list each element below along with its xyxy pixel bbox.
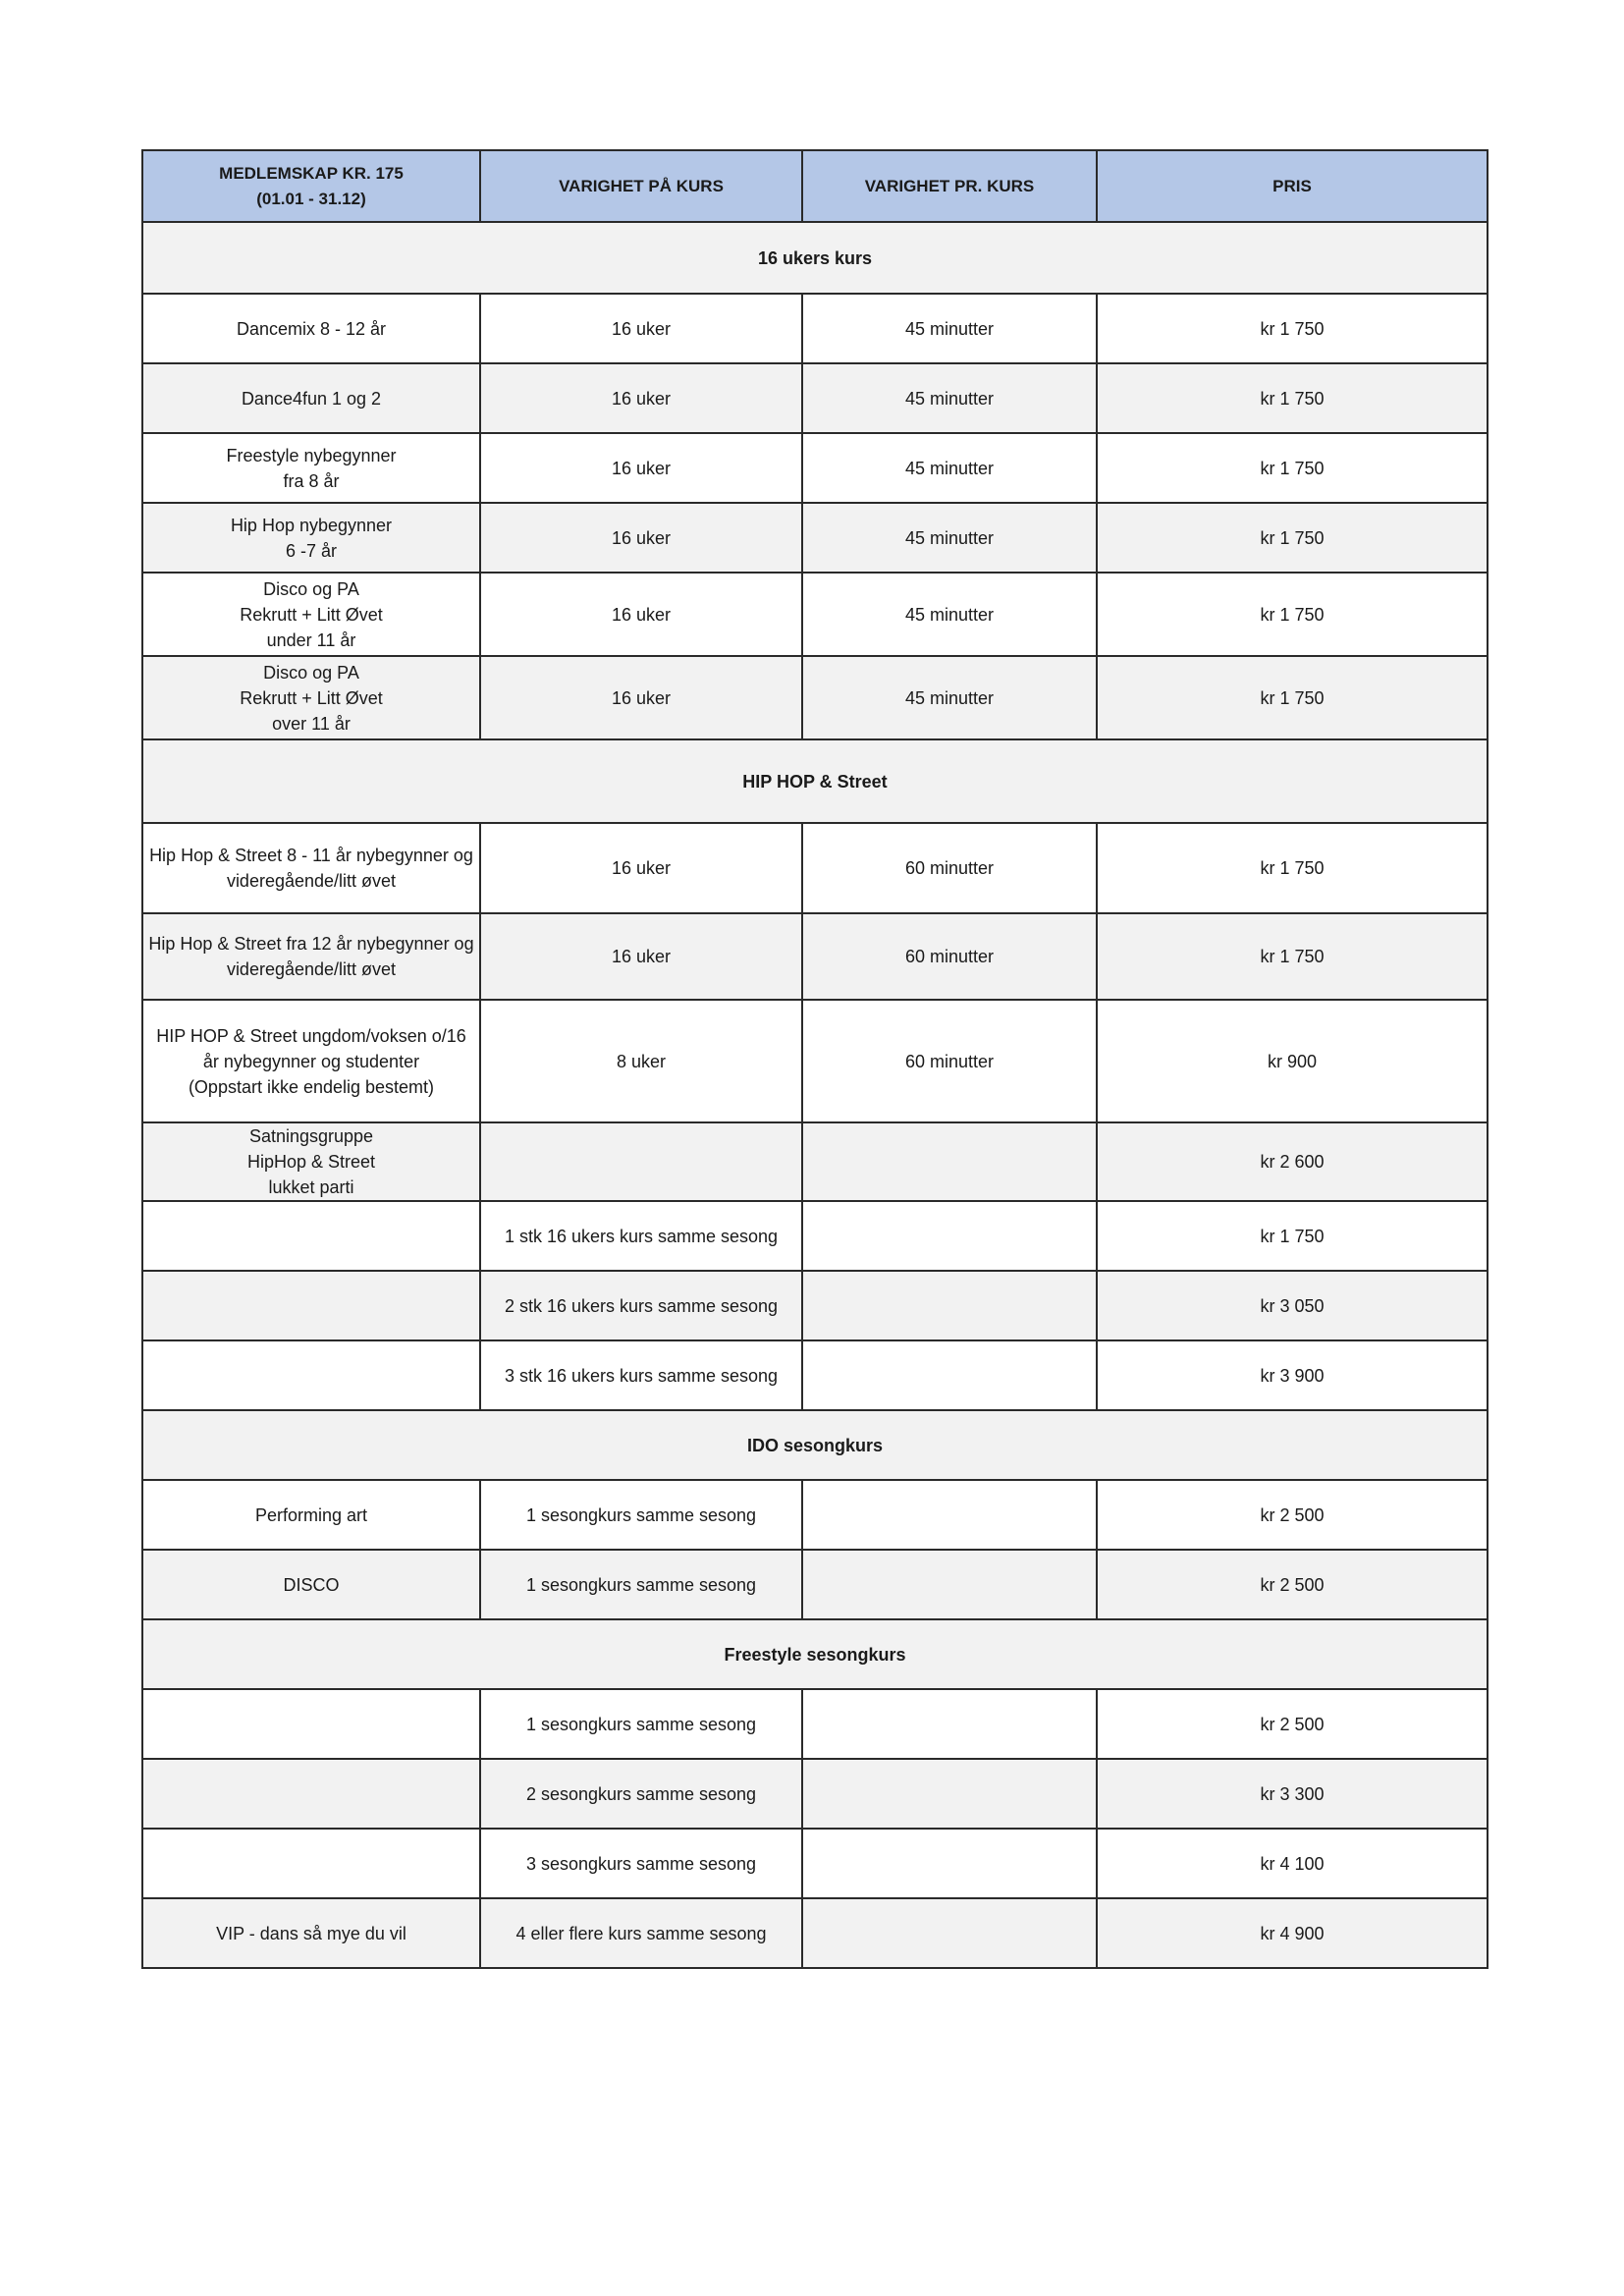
course-duration-cell: 1 sesongkurs samme sesong (480, 1689, 802, 1759)
session-duration-cell: 45 minutter (802, 363, 1097, 433)
section-row (142, 739, 1488, 823)
header-course-duration: VARIGHET PÅ KURS (480, 150, 802, 222)
session-duration-cell: 60 minutter (802, 913, 1097, 1000)
price-cell: kr 3 900 (1097, 1340, 1488, 1410)
session-duration-cell (802, 1480, 1097, 1550)
section-row (142, 222, 1488, 294)
price-table (141, 149, 1489, 1969)
course-name-cell (142, 1689, 480, 1759)
course-duration-cell: 16 uker (480, 913, 802, 1000)
session-duration-cell: 45 minutter (802, 503, 1097, 573)
course-name-cell: Freestyle nybegynner fra 8 år (142, 433, 480, 503)
table-row (142, 294, 1488, 363)
course-duration-cell: 1 sesongkurs samme sesong (480, 1480, 802, 1550)
session-duration-cell: 60 minutter (802, 823, 1097, 913)
course-duration-cell: 16 uker (480, 363, 802, 433)
price-cell: kr 1 750 (1097, 823, 1488, 913)
price-cell: kr 2 600 (1097, 1122, 1488, 1201)
course-duration-cell: 16 uker (480, 656, 802, 739)
course-name-cell: Hip Hop nybegynner 6 -7 år (142, 503, 480, 573)
course-duration-cell: 1 sesongkurs samme sesong (480, 1550, 802, 1619)
price-cell: kr 1 750 (1097, 433, 1488, 503)
price-cell: kr 3 050 (1097, 1271, 1488, 1340)
course-name-cell: DISCO (142, 1550, 480, 1619)
price-cell: kr 4 100 (1097, 1829, 1488, 1898)
course-duration-cell: 3 stk 16 ukers kurs samme sesong (480, 1340, 802, 1410)
price-cell: kr 2 500 (1097, 1689, 1488, 1759)
price-cell: kr 2 500 (1097, 1550, 1488, 1619)
course-name-cell (142, 1829, 480, 1898)
course-name-cell: Hip Hop & Street 8 - 11 år nybegynner og videregående/litt øvet (142, 823, 480, 913)
price-cell: kr 1 750 (1097, 656, 1488, 739)
table-row (142, 363, 1488, 433)
course-name-cell: VIP - dans så mye du vil (142, 1898, 480, 1968)
table-row (142, 1829, 1488, 1898)
section-title: 16 ukers kurs (142, 222, 1488, 294)
course-duration-cell: 16 uker (480, 823, 802, 913)
table-row (142, 1898, 1488, 1968)
session-duration-cell (802, 1829, 1097, 1898)
price-cell: kr 900 (1097, 1000, 1488, 1122)
course-name-cell: Dancemix 8 - 12 år (142, 294, 480, 363)
course-duration-cell: 2 stk 16 ukers kurs samme sesong (480, 1271, 802, 1340)
price-cell: kr 1 750 (1097, 1201, 1488, 1271)
session-duration-cell: 45 minutter (802, 433, 1097, 503)
table-row (142, 573, 1488, 656)
header-row (142, 150, 1488, 222)
section-row (142, 1410, 1488, 1480)
course-duration-cell: 4 eller flere kurs samme sesong (480, 1898, 802, 1968)
session-duration-cell: 45 minutter (802, 573, 1097, 656)
session-duration-cell (802, 1271, 1097, 1340)
table-row (142, 1340, 1488, 1410)
price-cell: kr 2 500 (1097, 1480, 1488, 1550)
course-duration-cell: 16 uker (480, 503, 802, 573)
course-duration-cell: 3 sesongkurs samme sesong (480, 1829, 802, 1898)
course-name-cell (142, 1271, 480, 1340)
price-cell: kr 1 750 (1097, 913, 1488, 1000)
session-duration-cell (802, 1201, 1097, 1271)
section-title: HIP HOP & Street (142, 739, 1488, 823)
session-duration-cell (802, 1759, 1097, 1829)
session-duration-cell: 45 minutter (802, 294, 1097, 363)
course-name-cell: Performing art (142, 1480, 480, 1550)
price-cell: kr 1 750 (1097, 363, 1488, 433)
course-name-cell: Hip Hop & Street fra 12 år nybegynner og videregående/litt øvet (142, 913, 480, 1000)
section-title: IDO sesongkurs (142, 1410, 1488, 1480)
price-cell: kr 3 300 (1097, 1759, 1488, 1829)
session-duration-cell (802, 1122, 1097, 1201)
table-row (142, 1122, 1488, 1201)
section-row (142, 1619, 1488, 1689)
table-row (142, 433, 1488, 503)
table-row (142, 503, 1488, 573)
session-duration-cell (802, 1340, 1097, 1410)
course-name-cell: Satningsgruppe HipHop & Street lukket parti (142, 1122, 480, 1201)
course-name-cell (142, 1759, 480, 1829)
table-body (142, 222, 1488, 1968)
section-title: Freestyle sesongkurs (142, 1619, 1488, 1689)
course-duration-cell (480, 1122, 802, 1201)
price-cell: kr 1 750 (1097, 503, 1488, 573)
price-cell: kr 1 750 (1097, 573, 1488, 656)
table-row (142, 823, 1488, 913)
header-session-duration: VARIGHET PR. KURS (802, 150, 1097, 222)
session-duration-cell (802, 1550, 1097, 1619)
course-duration-cell: 8 uker (480, 1000, 802, 1122)
table-row (142, 1000, 1488, 1122)
price-cell: kr 1 750 (1097, 294, 1488, 363)
table-row (142, 1480, 1488, 1550)
course-name-cell (142, 1201, 480, 1271)
table-row (142, 1271, 1488, 1340)
session-duration-cell: 60 minutter (802, 1000, 1097, 1122)
table-row (142, 656, 1488, 739)
table-row (142, 913, 1488, 1000)
price-cell: kr 4 900 (1097, 1898, 1488, 1968)
course-duration-cell: 1 stk 16 ukers kurs samme sesong (480, 1201, 802, 1271)
course-name-cell: Disco og PA Rekrutt + Litt Øvet over 11 år (142, 656, 480, 739)
header-price: PRIS (1097, 150, 1488, 222)
session-duration-cell (802, 1898, 1097, 1968)
course-name-cell (142, 1340, 480, 1410)
course-name-cell: Disco og PA Rekrutt + Litt Øvet under 11 år (142, 573, 480, 656)
table-row (142, 1550, 1488, 1619)
course-duration-cell: 2 sesongkurs samme sesong (480, 1759, 802, 1829)
table-row (142, 1689, 1488, 1759)
table-row (142, 1201, 1488, 1271)
session-duration-cell (802, 1689, 1097, 1759)
course-duration-cell: 16 uker (480, 294, 802, 363)
table-row (142, 1759, 1488, 1829)
course-name-cell: HIP HOP & Street ungdom/voksen o/16 år nybegynner og studenter (Oppstart ikke endelig bestemt) (142, 1000, 480, 1122)
header-membership: MEDLEMSKAP KR. 175 (01.01 - 31.12) (142, 150, 480, 222)
course-duration-cell: 16 uker (480, 573, 802, 656)
session-duration-cell: 45 minutter (802, 656, 1097, 739)
course-duration-cell: 16 uker (480, 433, 802, 503)
course-name-cell: Dance4fun 1 og 2 (142, 363, 480, 433)
